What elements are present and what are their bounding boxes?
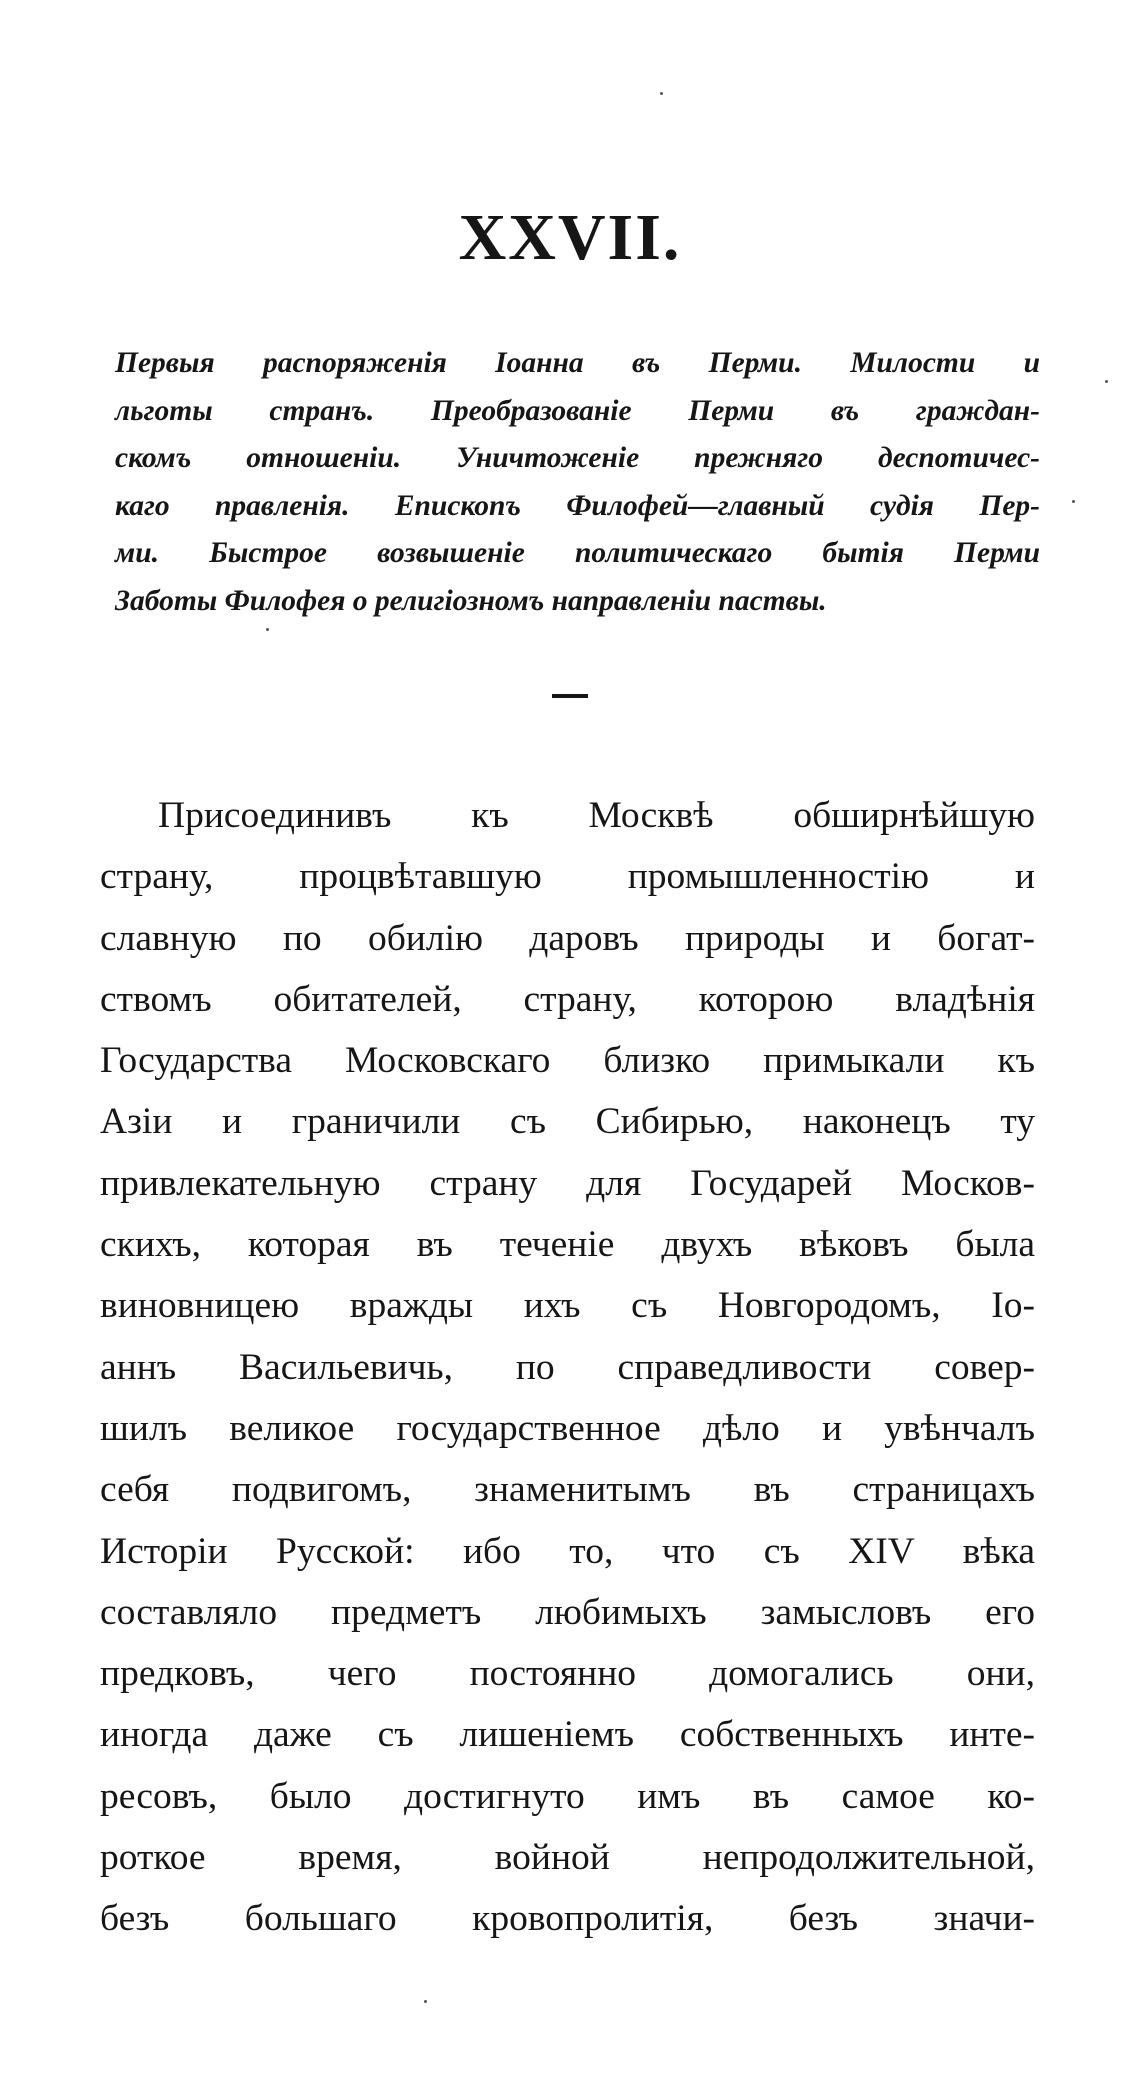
body-line: привлекательную страну для Государей Москов-	[100, 1162, 1035, 1204]
print-speck	[1105, 380, 1108, 383]
summary-line: каго правленія. Епископъ Филофей—главный судія Пер-	[115, 489, 1040, 522]
print-speck	[1072, 500, 1075, 503]
print-speck	[660, 92, 663, 95]
summary-line: льготы странъ. Преобразованіе Перми въ граждан-	[115, 394, 1040, 427]
summary-line: ми. Быстрое возвышеніе политическаго бытія Перми	[115, 537, 1040, 569]
body-line: ресовъ, было достигнуто имъ въ самое ко-	[100, 1775, 1035, 1817]
body-paragraph	[100, 785, 1035, 1950]
summary-line: Заботы Филофея о религіозномъ направленіи паствы.	[115, 584, 827, 617]
body-line: составляло предметъ любимыхъ замысловъ его	[100, 1591, 1035, 1633]
body-line: себя подвигомъ, знаменитымъ въ страницахъ	[100, 1469, 1035, 1511]
body-line: роткое время, войной непродолжительной,	[100, 1837, 1035, 1879]
body-line: ствомъ обитателей, страну, которою владѣнія	[100, 978, 1035, 1020]
body-line: Присоединивъ къ Москвѣ обширнѣйшую	[158, 795, 1035, 836]
summary-line: скомъ отношеніи. Уничтоженіе прежняго деспотичес-	[115, 442, 1040, 474]
body-line: аннъ Васильевичь, по справедливости совер-	[100, 1346, 1035, 1388]
print-speck	[424, 2000, 427, 2003]
summary-line: Первыя распоряженія Іоанна въ Перми. Милости и	[115, 347, 1040, 379]
chapter-summary	[115, 340, 1040, 625]
print-speck	[266, 628, 269, 631]
body-line: славную по обилію даровъ природы и богат-	[100, 917, 1035, 959]
body-line: Азіи и граничили съ Сибирью, наконецъ ту	[100, 1101, 1035, 1143]
body-line: иногда даже съ лишеніемъ собственныхъ инте-	[100, 1714, 1035, 1756]
body-line: страну, процвѣтавшую промышленностію и	[100, 856, 1035, 898]
chapter-number: XXVII.	[458, 201, 682, 274]
body-line: виновницею вражды ихъ съ Новгородомъ, Іо-	[100, 1285, 1035, 1327]
body-line: скихъ, которая въ теченіе двухъ вѣковъ была	[100, 1224, 1035, 1266]
body-line: предковъ, чего постоянно домогались они,	[100, 1653, 1035, 1695]
section-divider	[552, 694, 588, 698]
body-line: шилъ великое государственное дѣло и увѣнчалъ	[100, 1407, 1035, 1449]
body-line: Исторіи Русской: ибо то, что съ XIV вѣка	[100, 1530, 1035, 1572]
body-line: безъ большаго кровопролитія, безъ значи-	[100, 1898, 1035, 1940]
body-line: Государства Московскаго близко примыкали къ	[100, 1040, 1035, 1082]
